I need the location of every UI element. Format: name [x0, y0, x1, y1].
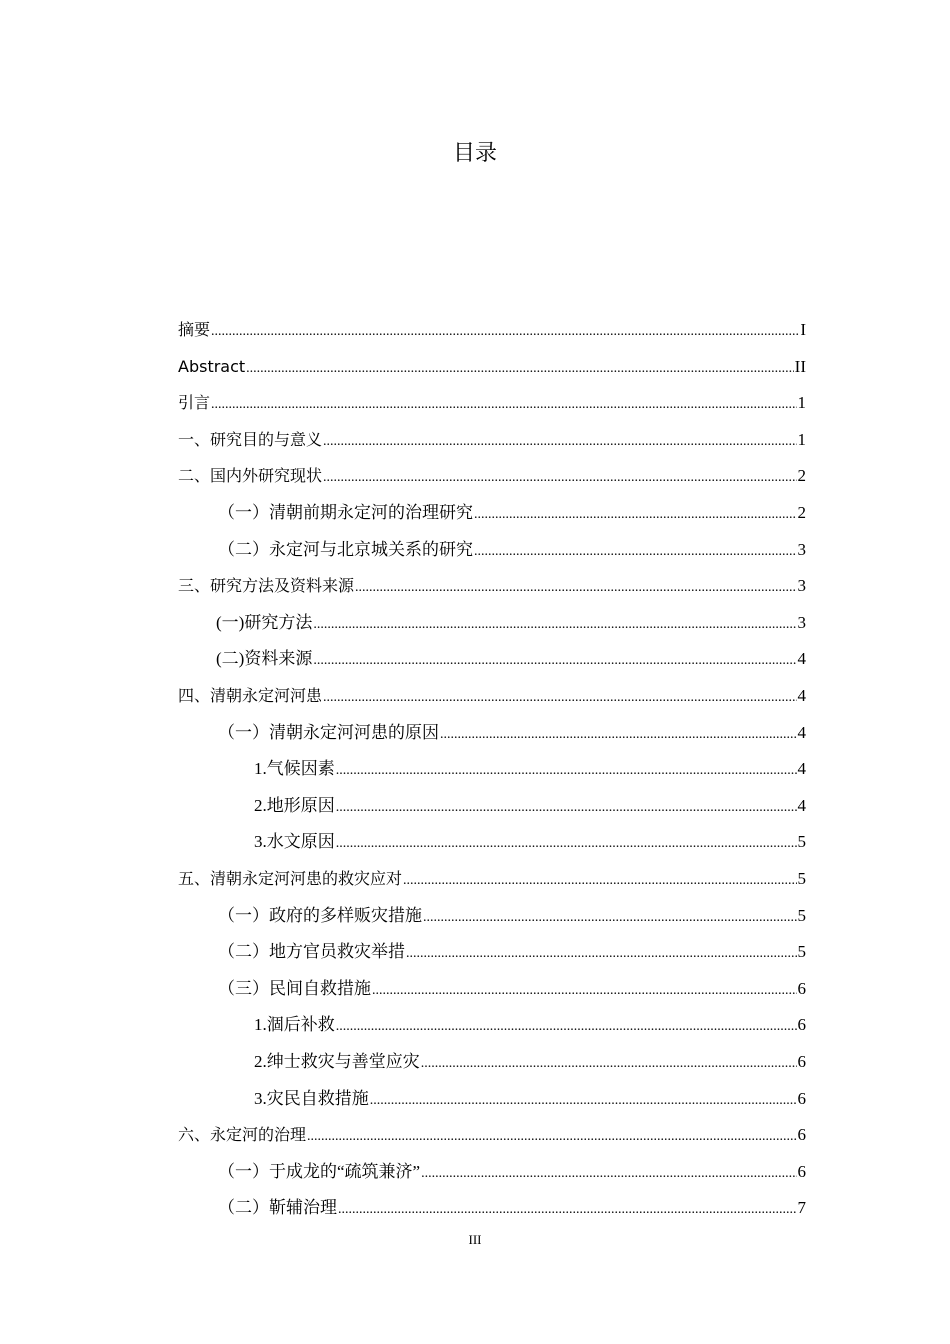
toc-entry-page: 4	[797, 759, 806, 778]
toc-entry[interactable]	[178, 685, 806, 707]
page-title: 目录	[452, 141, 497, 166]
toc-entry-title: 摘要	[178, 320, 211, 339]
toc-entry[interactable]	[178, 356, 806, 378]
toc-entry-page: 6	[797, 1015, 806, 1034]
toc-entry-page: 2	[797, 466, 806, 485]
toc-leader-dots	[336, 797, 797, 819]
toc-entry[interactable]	[218, 1197, 806, 1219]
toc-entry-title: (二)资料来源	[216, 649, 313, 668]
toc-leader-dots	[211, 394, 796, 416]
toc-entry-title: 四、清朝永定河河患	[178, 686, 323, 705]
toc-entry-page: 6	[797, 979, 806, 998]
toc-entry-title: （二）靳辅治理	[218, 1198, 337, 1217]
toc-entry-title: （三）民间自救措施	[218, 979, 371, 998]
toc-entry-title: （一）政府的多样贩灾措施	[218, 906, 422, 925]
toc-entry[interactable]	[178, 1124, 806, 1146]
toc-entry[interactable]	[254, 831, 806, 853]
toc-entry-page: 6	[797, 1089, 806, 1108]
toc-entry[interactable]	[178, 392, 806, 414]
toc-entry-title: （一）于成龙的“疏筑兼济”	[218, 1162, 421, 1181]
toc-entry-title: 一、研究目的与意义	[178, 430, 323, 449]
toc-entry-page: 5	[797, 942, 806, 961]
toc-entry[interactable]	[218, 941, 806, 963]
toc-entry[interactable]	[254, 1014, 806, 1036]
toc-entry[interactable]	[178, 429, 806, 451]
toc-entry-title: 3.灾民自救措施	[254, 1089, 369, 1108]
toc-entry-title: 引言	[178, 393, 211, 412]
toc-entry-title: 1.涸后补救	[254, 1015, 335, 1034]
toc-leader-dots	[372, 980, 797, 1002]
toc-entry[interactable]	[178, 868, 806, 890]
toc-entry[interactable]	[218, 905, 806, 927]
toc-entry-page: 5	[797, 832, 806, 851]
toc-entry-page: 1	[797, 393, 806, 412]
toc-entry-page: 4	[797, 686, 806, 705]
toc-entry-page: 4	[797, 723, 806, 742]
toc-leader-dots	[474, 541, 797, 563]
toc-entry[interactable]	[216, 648, 806, 670]
toc-entry-title: 二、国内外研究现状	[178, 466, 323, 485]
toc-leader-dots	[421, 1053, 797, 1075]
toc-entry[interactable]	[178, 575, 806, 597]
toc-leader-dots	[336, 760, 797, 782]
toc-entry-page: I	[800, 320, 806, 339]
toc-entry-page: 7	[797, 1198, 806, 1217]
toc-leader-dots	[474, 504, 797, 526]
toc-entry-title: （二）永定河与北京城关系的研究	[218, 540, 473, 559]
toc-leader-dots	[370, 1090, 797, 1112]
toc-entry-title: 2.绅士救灾与善堂应灾	[254, 1052, 420, 1071]
toc-entry-title: （一）清朝前期永定河的治理研究	[218, 503, 473, 522]
toc-entry[interactable]	[178, 465, 806, 487]
toc-leader-dots	[336, 833, 797, 855]
toc-entry-page: 4	[797, 796, 806, 815]
toc-entry-page: 6	[797, 1162, 806, 1181]
toc-entry[interactable]	[254, 795, 806, 817]
toc-entry-page: 5	[797, 869, 806, 888]
toc-leader-dots	[440, 724, 797, 746]
toc-leader-dots	[336, 1016, 797, 1038]
toc-entry-page: 2	[797, 503, 806, 522]
toc-leader-dots	[406, 943, 797, 965]
toc-leader-dots	[323, 687, 796, 709]
toc-entry[interactable]	[218, 978, 806, 1000]
toc-entry-title: （一）清朝永定河河患的原因	[218, 723, 439, 742]
toc-entry-page: 5	[797, 906, 806, 925]
toc-leader-dots	[313, 650, 796, 672]
toc-entry-page: 1	[797, 430, 806, 449]
toc-leader-dots	[338, 1199, 797, 1221]
toc-leader-dots	[323, 431, 796, 453]
toc-entry-page: 3	[797, 613, 806, 632]
toc-entry-title: 1.气候因素	[254, 759, 335, 778]
toc-entry-title: (一)研究方法	[216, 613, 313, 632]
toc-entry[interactable]	[254, 758, 806, 780]
toc-leader-dots	[246, 358, 794, 380]
toc-leader-dots	[403, 870, 796, 892]
toc-entry[interactable]	[254, 1051, 806, 1073]
toc-entry-page: II	[794, 357, 806, 376]
toc-entry-page: 6	[797, 1052, 806, 1071]
toc-entry-title: （二）地方官员救灾举措	[218, 942, 405, 961]
toc-entry[interactable]	[218, 539, 806, 561]
toc-leader-dots	[313, 614, 796, 636]
toc-leader-dots	[355, 577, 796, 599]
toc-leader-dots	[307, 1126, 796, 1148]
page-number: III	[468, 1232, 482, 1247]
toc-entry-title: 3.水文原因	[254, 832, 335, 851]
toc-entry[interactable]	[218, 1161, 806, 1183]
toc-entry-title: 六、永定河的治理	[178, 1125, 307, 1144]
toc-leader-dots	[421, 1163, 796, 1185]
toc-entry[interactable]	[218, 502, 806, 524]
toc-entry[interactable]	[218, 722, 806, 744]
toc-entry-page: 4	[797, 649, 806, 668]
toc-entry-page: 3	[797, 576, 806, 595]
toc-leader-dots	[323, 467, 796, 489]
toc-entry-title: Abstract	[178, 357, 246, 376]
toc-entry-title: 2.地形原因	[254, 796, 335, 815]
toc-entry-title: 五、清朝永定河河患的救灾应对	[178, 869, 403, 888]
toc-entry[interactable]	[178, 319, 806, 341]
toc-leader-dots	[211, 321, 799, 343]
toc-entry-page: 3	[797, 540, 806, 559]
toc-entry-title: 三、研究方法及资料来源	[178, 576, 355, 595]
toc-entry[interactable]	[254, 1088, 806, 1110]
toc-leader-dots	[423, 907, 797, 929]
toc-entry[interactable]	[216, 612, 806, 634]
toc-entry-page: 6	[797, 1125, 806, 1144]
